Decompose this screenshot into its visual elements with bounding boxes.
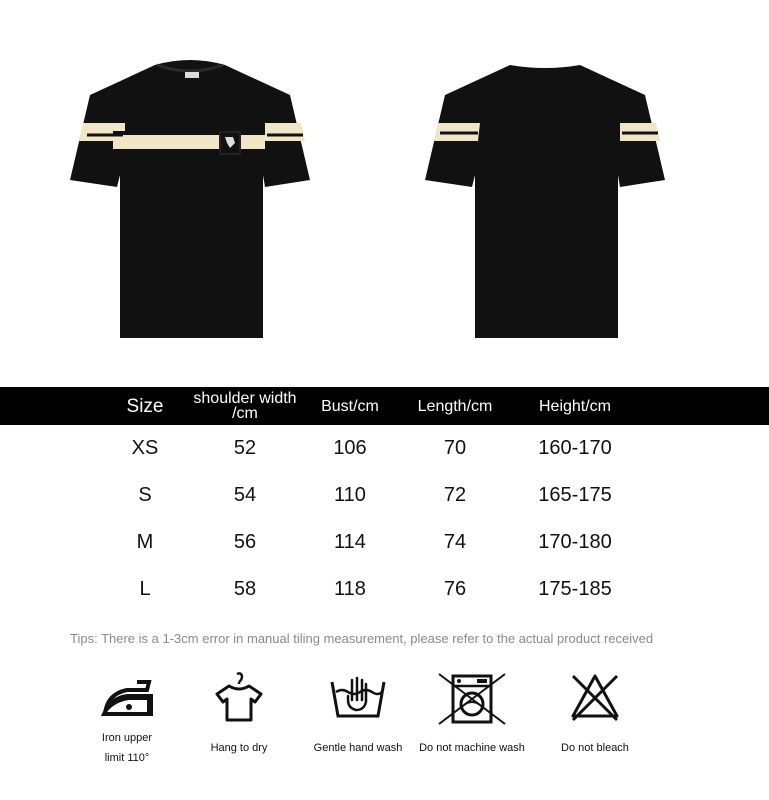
- hang-dry-icon: [209, 670, 269, 726]
- cell-size: L: [139, 578, 151, 600]
- header-size: Size: [126, 395, 164, 417]
- care-hang: [179, 670, 299, 758]
- cell-height: 160-170: [538, 437, 612, 459]
- care-iron: [67, 670, 187, 768]
- cell-length: 76: [443, 578, 467, 600]
- table-row: [0, 519, 769, 566]
- table-row: [0, 425, 769, 472]
- iron-icon: [97, 670, 157, 722]
- care-no-bleach: [535, 670, 655, 758]
- header-length: Length/cm: [417, 397, 493, 415]
- cell-shoulder: 56: [233, 531, 257, 553]
- cell-bust: 118: [334, 578, 366, 600]
- cell-bust: 110: [334, 484, 366, 506]
- cell-length: 72: [443, 484, 467, 506]
- header-height: Height/cm: [538, 397, 612, 415]
- measurement-tips: Tips: There is a 1-3cm error in manual tiling measurement, please refer to the actual product received: [70, 631, 654, 646]
- care-hand-wash-label: Gentle hand wash: [313, 742, 403, 754]
- cell-shoulder: 58: [233, 578, 257, 600]
- care-hand-wash: [298, 670, 418, 758]
- cell-bust: 114: [334, 531, 366, 553]
- cell-length: 74: [443, 531, 467, 553]
- cell-shoulder: 52: [233, 437, 257, 459]
- no-machine-wash-icon: [437, 670, 507, 726]
- table-row: [0, 566, 769, 613]
- care-instructions: [0, 670, 769, 800]
- header-bust: Bust/cm: [321, 397, 379, 415]
- cell-size: M: [136, 531, 154, 553]
- tshirt-back-image: [420, 55, 670, 345]
- care-hang-label: Hang to dry: [210, 742, 268, 754]
- care-no-machine-wash-label: Do not machine wash: [419, 742, 525, 754]
- table-row: [0, 472, 769, 519]
- care-iron-label: Iron upper limit 110°: [101, 732, 153, 764]
- table-header-row: [0, 387, 769, 425]
- no-bleach-icon: [565, 670, 625, 726]
- cell-size: XS: [131, 437, 159, 459]
- cell-height: 165-175: [538, 484, 612, 506]
- cell-bust: 106: [333, 437, 367, 459]
- tshirt-front-image: [65, 55, 315, 345]
- cell-shoulder: 54: [233, 484, 257, 506]
- size-chart-table: [0, 387, 769, 613]
- cell-height: 175-185: [538, 578, 612, 600]
- product-images: [0, 0, 769, 385]
- header-shoulder-width: shoulder width /cm: [193, 390, 297, 422]
- hand-wash-icon: [328, 670, 388, 726]
- cell-height: 170-180: [538, 531, 612, 553]
- cell-size: S: [138, 484, 152, 506]
- cell-length: 70: [443, 437, 467, 459]
- care-no-bleach-label: Do not bleach: [561, 742, 629, 754]
- care-no-machine-wash: [412, 670, 532, 758]
